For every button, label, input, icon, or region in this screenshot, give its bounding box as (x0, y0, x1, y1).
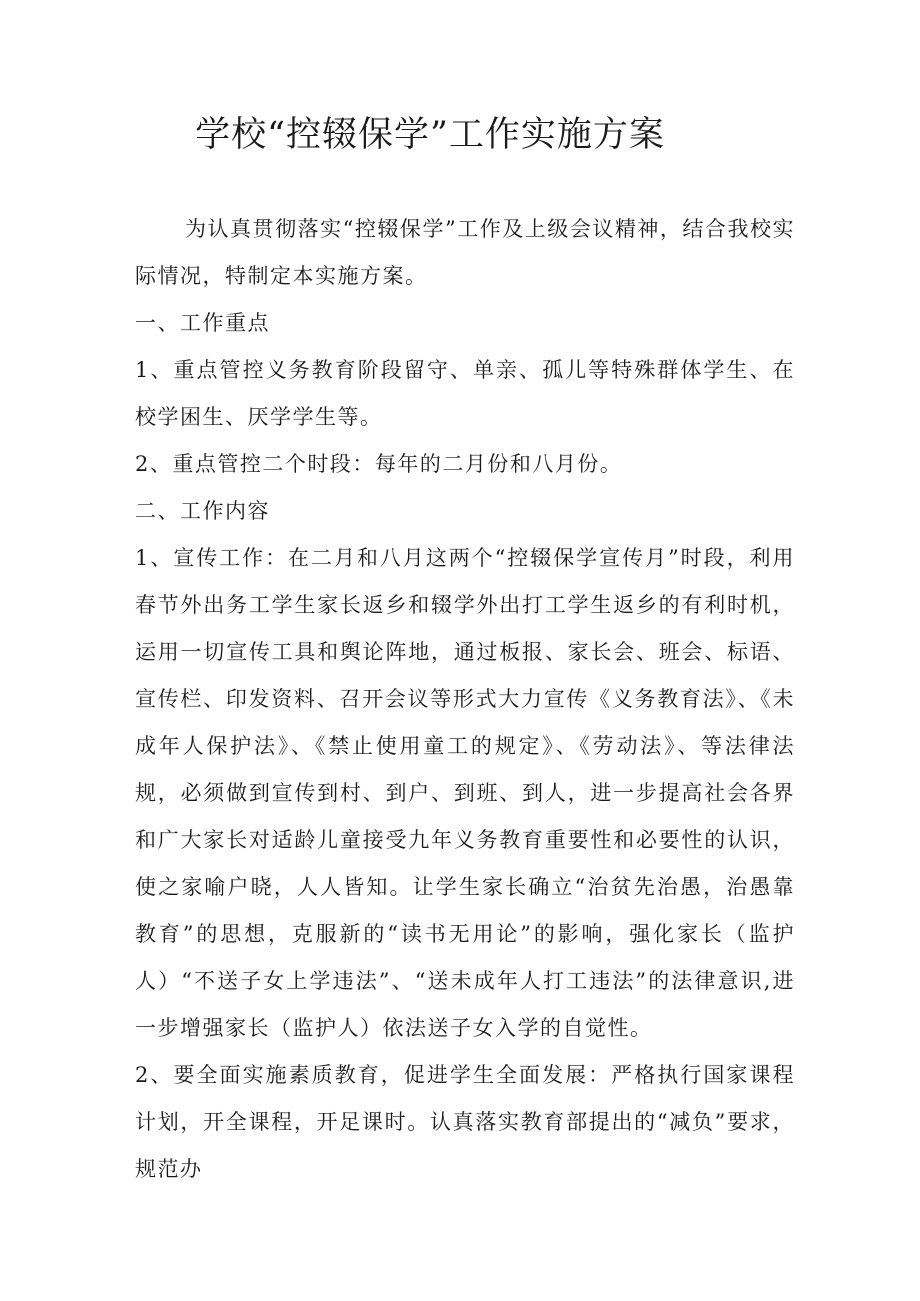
section-heading-work-content: 二、工作内容 (135, 499, 270, 523)
focus-item-1: 1、重点管控义务教育阶段留守、单亲、孤儿等特殊群体学生、在校学困生、厌学学生等。 (135, 358, 795, 429)
content-item-1: 1、宣传工作：在二月和八月这两个“控辍保学宣传月”时段，利用春节外出务工学生家长返乡和辍学外出打工学生返乡的有利时机，运用一切宣传工具和舆论阵地，通过板报、家长会、班会、标语、宣传栏、印发资料、召开会议等形式大力宣传《义务教育法》、《未成年人保护法》、《禁止使用童工的规定》、《劳动法》、等法律法规，必须做到宣传到村、到户、到班、到人，进一步提高社会各界和广大家长对适龄儿童接受九年义务教育重要性和必要性的认识，使之家喻户晓，人人皆知。让学生家长确立“治贫先治愚，治愚靠教育”的思想，克服新的“读书无用论”的影响，强化家长（监护人）“不送子女上学违法”、“送未成年人打工违法”的法律意识,进一步增强家长（监护人）依法送子女入学的自觉性。 (135, 546, 795, 1040)
focus-item-2: 2、重点管控二个时段：每年的二月份和八月份。 (135, 452, 623, 476)
intro-paragraph: 为认真贯彻落实“控辍保学”工作及上级会议精神，结合我校实际情况，特制定本实施方案。 (135, 217, 795, 288)
document-body (135, 206, 795, 1193)
document-title: 学校“控辍保学”工作实施方案 (195, 115, 665, 155)
content-item-2: 2、要全面实施素质教育，促进学生全面发展：严格执行国家课程计划，开全课程，开足课时。认真落实教育部提出的“减负”要求，规范办 (135, 1063, 795, 1181)
section-heading-work-focus: 一、工作重点 (135, 311, 270, 335)
